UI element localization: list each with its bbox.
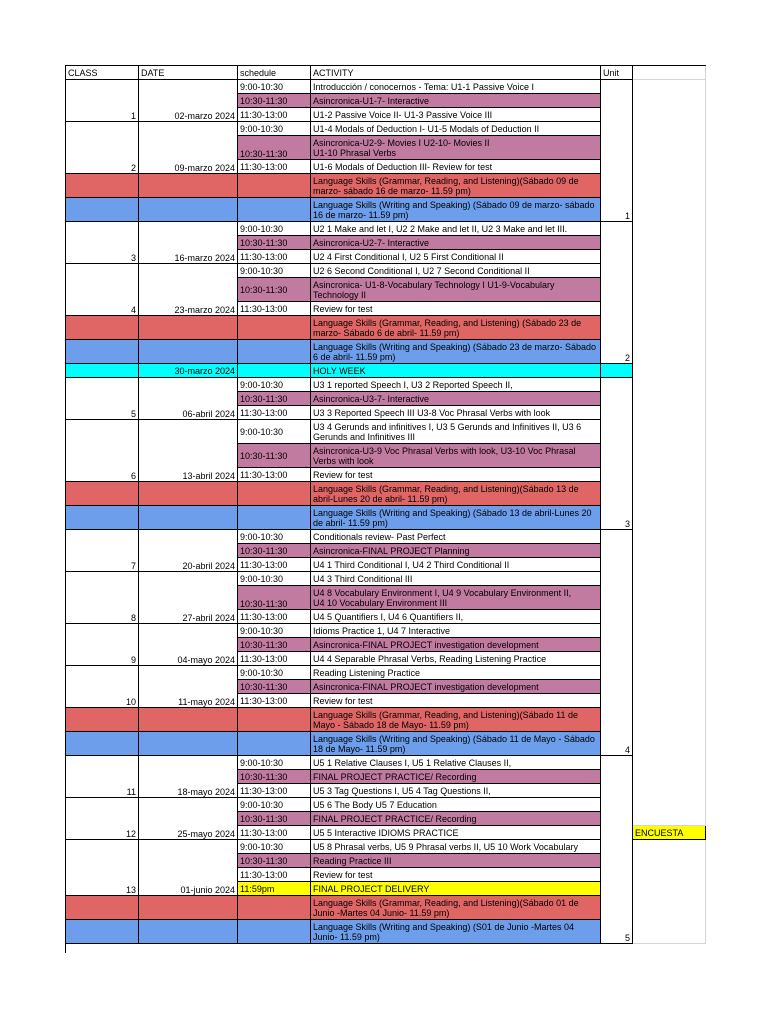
activity-cell[interactable]: Asincronica-FINAL PROJECT investigation development	[311, 680, 601, 694]
schedule-cell-skills[interactable]	[238, 920, 311, 944]
schedule-time[interactable]: 10:30-11:30	[238, 586, 311, 610]
activity-cell-skills[interactable]: Language Skills (Writing and Speaking) (S01 de Junio -Martes 04 Junio- 11.59 pm)	[311, 920, 601, 944]
class-number[interactable]: 13	[66, 840, 139, 896]
class-number[interactable]: 1	[66, 80, 139, 122]
activity-cell[interactable]: FINAL PROJECT PRACTICE/ Recording	[311, 770, 601, 784]
schedule-time[interactable]: 10:30-11:30	[238, 392, 311, 406]
schedule-cell-skills[interactable]	[238, 896, 311, 920]
activity-cell[interactable]: Introducción / conocernos - Tema: U1-1 Passive Voice I	[311, 80, 601, 94]
activity-cell-skills[interactable]: Language Skills (Grammar, Reading, and Listening)(Sábado 09 de marzo- sábado 16 de marzo- 11.59 pm)	[311, 174, 601, 198]
activity-cell[interactable]: Review for test	[311, 468, 601, 482]
schedule-time[interactable]: 10:30-11:30	[238, 544, 311, 558]
class-date[interactable]: 23-marzo 2024	[139, 264, 238, 316]
schedule-time[interactable]: 9:00-10:30	[238, 666, 311, 680]
activity-cell-skills[interactable]: Language Skills (Grammar, Reading, and Listening)(Sábado 11 de Mayo - Sábado 18 de Mayo- 11.59 pm)	[311, 708, 601, 732]
activity-cell[interactable]: Conditionals review- Past Perfect	[311, 530, 601, 544]
class-number[interactable]: 9	[66, 624, 139, 666]
activity-cell[interactable]: Asincronica-U3-7- Interactive	[311, 392, 601, 406]
class-number[interactable]: 7	[66, 530, 139, 572]
schedule-time[interactable]: 11:30-13:00	[238, 468, 311, 482]
activity-cell[interactable]: Review for test	[311, 302, 601, 316]
schedule-time[interactable]: 11:30-13:00	[238, 826, 311, 840]
activity-cell[interactable]: U2 6 Second Conditional I, U2 7 Second Conditional II	[311, 264, 601, 278]
schedule-time[interactable]: 11:30-13:00	[238, 868, 311, 882]
class-date[interactable]: 18-mayo 2024	[139, 756, 238, 798]
schedule-time[interactable]: 9:00-10:30	[238, 420, 311, 444]
schedule-time[interactable]: 10:30-11:30	[238, 278, 311, 302]
schedule-time[interactable]: 9:00-10:30	[238, 80, 311, 94]
unit-number[interactable]: 3	[601, 378, 633, 530]
schedule-time[interactable]: 11:30-13:00	[238, 652, 311, 666]
schedule-cell-skills[interactable]	[238, 316, 311, 340]
class-cell-skills[interactable]	[66, 174, 139, 198]
class-cell-skills[interactable]	[66, 316, 139, 340]
empty-cell[interactable]	[633, 80, 706, 826]
date-cell-skills[interactable]	[139, 506, 238, 530]
schedule-time[interactable]: 9:00-10:30	[238, 530, 311, 544]
activity-cell[interactable]: U1-6 Modals of Deduction III- Review for test	[311, 160, 601, 174]
class-date[interactable]: 04-mayo 2024	[139, 624, 238, 666]
empty-cell[interactable]	[633, 840, 706, 944]
schedule-time[interactable]: 11:30-13:00	[238, 108, 311, 122]
schedule-cell-skills[interactable]	[238, 198, 311, 222]
activity-cell-skills[interactable]: Language Skills (Writing and Speaking) (Sábado 13 de abril-Lunes 20 de abril- 11.59 pm)	[311, 506, 601, 530]
schedule-cell-skills[interactable]	[238, 506, 311, 530]
schedule-time[interactable]: 11:30-13:00	[238, 694, 311, 708]
schedule-cell-skills[interactable]	[238, 340, 311, 364]
class-date[interactable]: 02-marzo 2024	[139, 80, 238, 122]
class-cell-skills[interactable]	[66, 340, 139, 364]
schedule-time[interactable]: 10:30-11:30	[238, 236, 311, 250]
schedule-time[interactable]: 11:30-13:00	[238, 406, 311, 420]
class-date[interactable]: 30-marzo 2024	[139, 364, 238, 378]
class-date[interactable]: 20-abril 2024	[139, 530, 238, 572]
schedule-time[interactable]: 10:30-11:30	[238, 94, 311, 108]
schedule-time[interactable]: 10:30-11:30	[238, 638, 311, 652]
activity-cell-skills[interactable]: Language Skills (Grammar, Reading, and Listening)(Sábado 13 de abril-Lunes 20 de abril- 11.59 pm)	[311, 482, 601, 506]
schedule-cell-skills[interactable]	[238, 708, 311, 732]
activity-cell[interactable]: Review for test	[311, 694, 601, 708]
class-number[interactable]: 12	[66, 798, 139, 840]
activity-cell[interactable]: U2 1 Make and let I, U2 2 Make and let II, U2 3 Make and let III.	[311, 222, 601, 236]
class-date[interactable]: 01-junio 2024	[139, 840, 238, 896]
class-cell-skills[interactable]	[66, 506, 139, 530]
class-number[interactable]: 4	[66, 264, 139, 316]
date-cell-skills[interactable]	[139, 708, 238, 732]
activity-cell[interactable]: U5 8 Phrasal verbs, U5 9 Phrasal verbs II, U5 10 Work Vocabulary	[311, 840, 601, 854]
schedule-time[interactable]: 11:30-13:00	[238, 160, 311, 174]
date-cell-skills[interactable]	[139, 174, 238, 198]
schedule-time[interactable]: 11:30-13:00	[238, 302, 311, 316]
activity-cell[interactable]: U5 3 Tag Questions I, U5 4 Tag Questions II,	[311, 784, 601, 798]
activity-cell[interactable]: U4 1 Third Conditional I, U4 2 Third Conditional II	[311, 558, 601, 572]
activity-cell-holy-week[interactable]: HOLY WEEK	[311, 364, 601, 378]
unit-number[interactable]: 4	[601, 530, 633, 756]
activity-cell[interactable]: Review for test	[311, 868, 601, 882]
class-number[interactable]: 11	[66, 756, 139, 798]
schedule-time[interactable]: 10:30-11:30	[238, 680, 311, 694]
schedule-time[interactable]: 10:30-11:30	[238, 770, 311, 784]
activity-cell[interactable]: U1-4 Modals of Deduction I- U1-5 Modals of Deduction II	[311, 122, 601, 136]
schedule-time[interactable]: 10:30-11:30	[238, 812, 311, 826]
date-cell-skills[interactable]	[139, 732, 238, 756]
schedule-cell-skills[interactable]	[238, 174, 311, 198]
schedule-time[interactable]: 11:30-13:00	[238, 610, 311, 624]
class-cell-skills[interactable]	[66, 708, 139, 732]
schedule-time[interactable]: 11:30-13:00	[238, 250, 311, 264]
class-cell-skills[interactable]	[66, 198, 139, 222]
class-number[interactable]: 6	[66, 420, 139, 482]
activity-cell[interactable]: U3 1 reported Speech I, U3 2 Reported Speech II,	[311, 378, 601, 392]
activity-cell[interactable]: Asincronica-U2-9- Movies I U2-10- Movies II U1-10 Phrasal Verbs	[311, 136, 601, 160]
schedule-cell-skills[interactable]	[238, 482, 311, 506]
class-cell-holy-week[interactable]	[66, 364, 139, 378]
schedule-time[interactable]: 11:30-13:00	[238, 784, 311, 798]
activity-cell[interactable]: Asincronica-FINAL PROJECT Planning	[311, 544, 601, 558]
activity-cell-skills[interactable]: Language Skills (Writing and Speaking) (Sábado 09 de marzo- sábado 16 de marzo- 11.59 pm)	[311, 198, 601, 222]
header-date[interactable]: DATE	[139, 66, 238, 80]
activity-cell[interactable]: Asincronica-FINAL PROJECT investigation development	[311, 638, 601, 652]
activity-cell[interactable]: Asincronica- U1-8-Vocabulary Technology I U1-9-Vocabulary Technology II	[311, 278, 601, 302]
date-cell-skills[interactable]	[139, 198, 238, 222]
date-cell-skills[interactable]	[139, 896, 238, 920]
activity-cell-skills[interactable]: Language Skills (Grammar, Reading, and Listening) (Sábado 23 de marzo- Sábado 6 de abril- 11.59 pm)	[311, 316, 601, 340]
header-schedule[interactable]: schedule	[238, 66, 311, 80]
date-cell-skills[interactable]	[139, 316, 238, 340]
header-activity[interactable]: ACTIVITY	[311, 66, 601, 80]
class-date[interactable]: 25-mayo 2024	[139, 798, 238, 840]
schedule-time[interactable]: 9:00-10:30	[238, 840, 311, 854]
empty-cell[interactable]	[633, 66, 706, 80]
schedule-time[interactable]: 11:30-13:00	[238, 558, 311, 572]
activity-cell-skills[interactable]: Language Skills (Writing and Speaking) (Sábado 11 de Mayo - Sábado 18 de Mayo- 11.59 pm)	[311, 732, 601, 756]
class-date[interactable]: 16-marzo 2024	[139, 222, 238, 264]
unit-cell-holy-week[interactable]	[601, 364, 633, 378]
schedule-time[interactable]: 10:30-11:30	[238, 136, 311, 160]
unit-number[interactable]: 1	[601, 80, 633, 222]
header-class[interactable]: CLASS	[66, 66, 139, 80]
activity-cell[interactable]: Asincronica-U2-7- Interactive	[311, 236, 601, 250]
class-number[interactable]: 3	[66, 222, 139, 264]
schedule-time[interactable]: 10:30-11:30	[238, 854, 311, 868]
activity-cell[interactable]: Reading Practice III	[311, 854, 601, 868]
schedule-time[interactable]: 9:00-10:30	[238, 756, 311, 770]
activity-cell-skills[interactable]: Language Skills (Grammar, Reading, and Listening)(Sábado 01 de Junio -Martes 04 Junio- 11.59 pm)	[311, 896, 601, 920]
schedule-cell-holy-week[interactable]	[238, 364, 311, 378]
class-date[interactable]: 11-mayo 2024	[139, 666, 238, 708]
schedule-time[interactable]: 9:00-10:30	[238, 222, 311, 236]
activity-cell[interactable]: Asincronica-U1-7- Interactive	[311, 94, 601, 108]
class-cell-skills[interactable]	[66, 732, 139, 756]
activity-cell[interactable]: Reading Listening Practice	[311, 666, 601, 680]
date-cell-skills[interactable]	[139, 340, 238, 364]
class-date[interactable]: 09-marzo 2024	[139, 122, 238, 174]
activity-cell[interactable]: U4 4 Separable Phrasal Verbs, Reading Listening Practice	[311, 652, 601, 666]
schedule-time[interactable]: 10:30-11:30	[238, 444, 311, 468]
date-cell-skills[interactable]	[139, 482, 238, 506]
activity-cell[interactable]: U3 4 Gerunds and infinitives I, U3 5 Gerunds and Infinitives II, U3 6 Gerunds and Infinitives III	[311, 420, 601, 444]
schedule-time[interactable]: 9:00-10:30	[238, 264, 311, 278]
schedule-time[interactable]: 9:00-10:30	[238, 122, 311, 136]
activity-cell-skills[interactable]: Language Skills (Writing and Speaking) (Sábado 23 de marzo- Sábado 6 de abril- 11.59 pm)	[311, 340, 601, 364]
class-date[interactable]: 27-abril 2024	[139, 572, 238, 624]
class-cell-skills[interactable]	[66, 920, 139, 944]
class-cell-skills[interactable]	[66, 896, 139, 920]
schedule-time[interactable]: 9:00-10:30	[238, 378, 311, 392]
activity-cell[interactable]: U4 5 Quantifiers I, U4 6 Quantifiers II,	[311, 610, 601, 624]
class-cell-skills[interactable]	[66, 482, 139, 506]
class-date[interactable]: 06-abril 2024	[139, 378, 238, 420]
activity-cell[interactable]: U3 3 Reported Speech III U3-8 Voc Phrasal Verbs with look	[311, 406, 601, 420]
unit-number[interactable]: 5	[601, 756, 633, 944]
encuesta-cell[interactable]: ENCUESTA	[633, 826, 706, 840]
activity-cell[interactable]: U5 5 Interactive IDIOMS PRACTICE	[311, 826, 601, 840]
activity-cell[interactable]: Asincronica-U3-9 Voc Phrasal Verbs with look, U3-10 Voc Phrasal Verbs with look	[311, 444, 601, 468]
schedule-time[interactable]: 9:00-10:30	[238, 624, 311, 638]
activity-cell[interactable]: Idioms Practice 1, U4 7 Interactive	[311, 624, 601, 638]
activity-cell[interactable]: U1-2 Passive Voice II- U1-3 Passive Voice III	[311, 108, 601, 122]
activity-cell-deadline[interactable]: FINAL PROJECT DELIVERY	[311, 882, 601, 896]
activity-cell[interactable]: U2 4 First Conditional I, U2 5 First Conditional II	[311, 250, 601, 264]
unit-number[interactable]: 2	[601, 222, 633, 364]
activity-cell[interactable]: FINAL PROJECT PRACTICE/ Recording	[311, 812, 601, 826]
header-unit[interactable]: Unit	[601, 66, 633, 80]
date-cell-skills[interactable]	[139, 920, 238, 944]
schedule-time[interactable]: 9:00-10:30	[238, 572, 311, 586]
class-number[interactable]: 5	[66, 378, 139, 420]
schedule-time-deadline[interactable]: 11:59pm	[238, 882, 311, 896]
schedule-time[interactable]: 9:00-10:30	[238, 798, 311, 812]
activity-cell[interactable]: U5 6 The Body U5 7 Education	[311, 798, 601, 812]
schedule-cell-skills[interactable]	[238, 732, 311, 756]
class-number[interactable]: 2	[66, 122, 139, 174]
schedule-spreadsheet	[65, 65, 706, 953]
activity-cell[interactable]: U4 3 Third Conditional III	[311, 572, 601, 586]
activity-cell[interactable]: U4 8 Vocabulary Environment I, U4 9 Vocabulary Environment II, U4 10 Vocabulary Environment III	[311, 586, 601, 610]
class-number[interactable]: 8	[66, 572, 139, 624]
activity-cell[interactable]: U5 1 Relative Clauses I, U5 1 Relative Clauses II,	[311, 756, 601, 770]
class-date[interactable]: 13-abril 2024	[139, 420, 238, 482]
class-number[interactable]: 10	[66, 666, 139, 708]
